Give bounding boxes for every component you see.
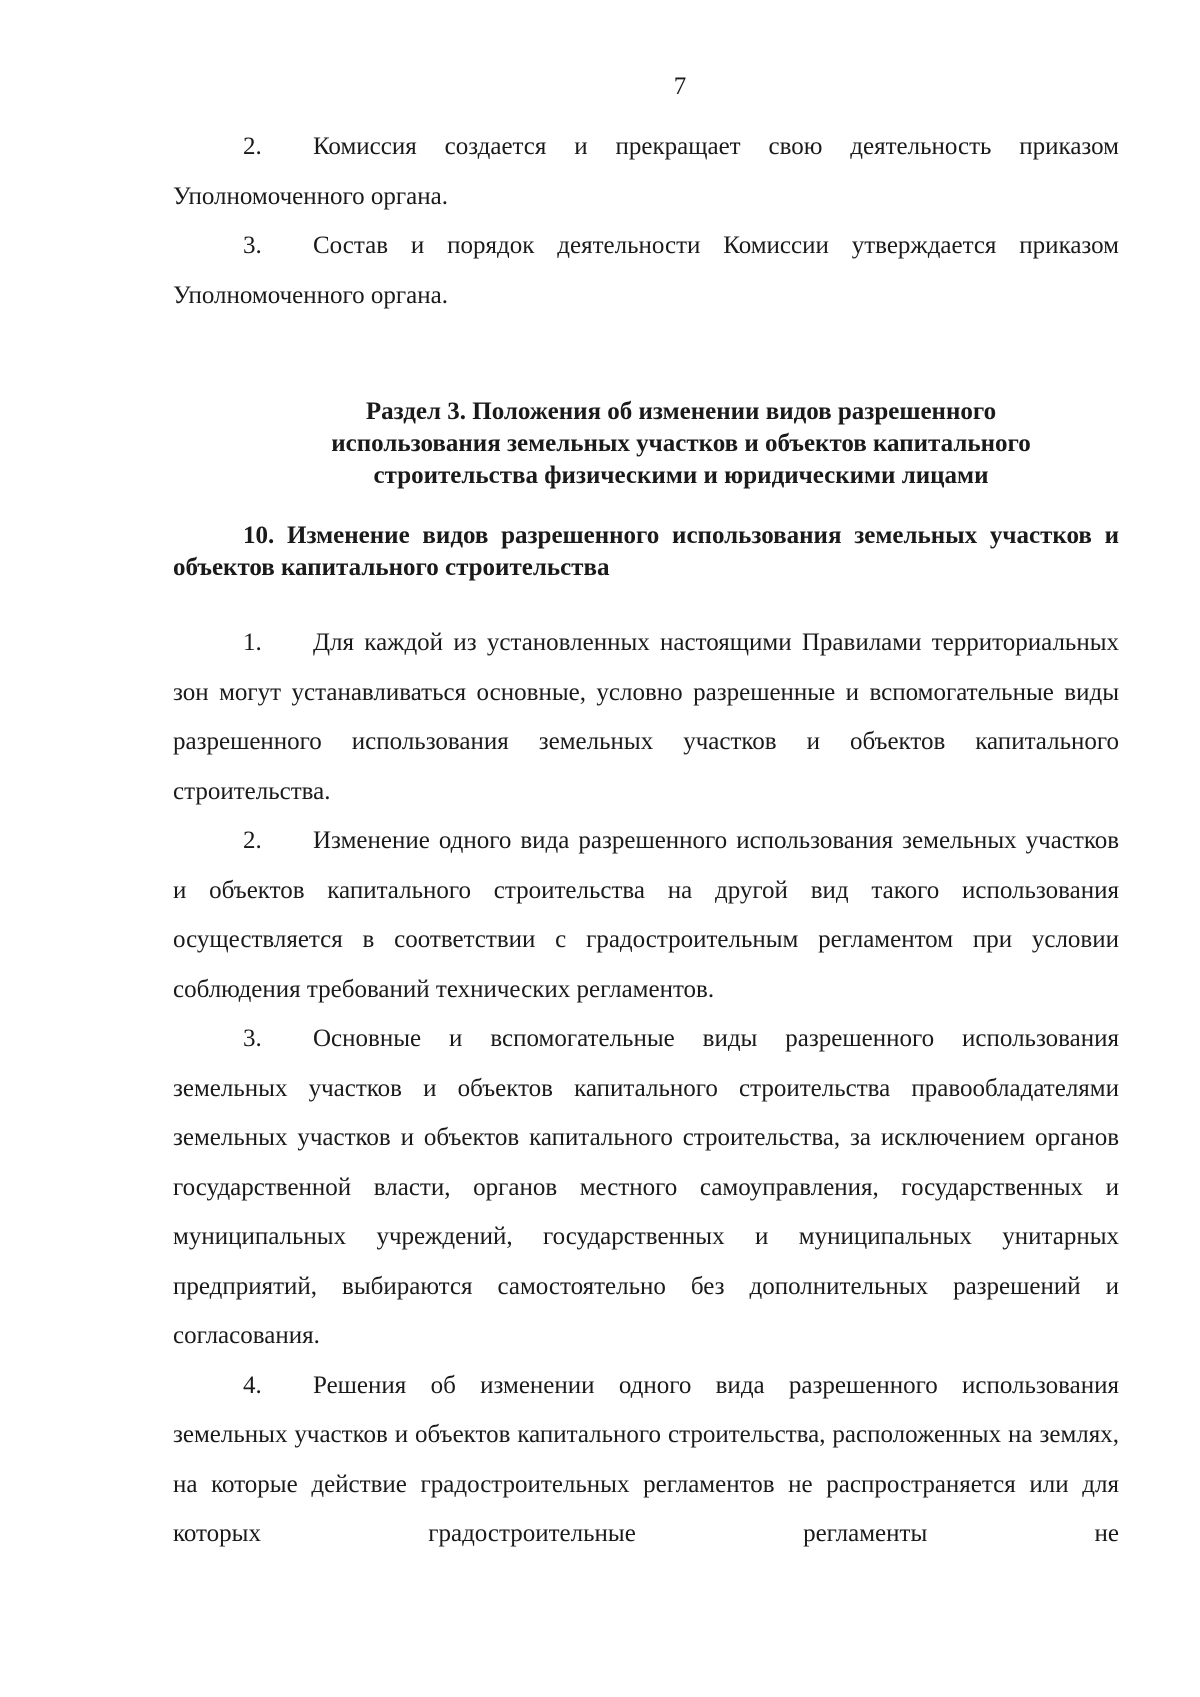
page-content	[173, 122, 1119, 1559]
item-text: Для каждой из установленных настоящими Правилами территориальных зон могут устанавливаться основные, условно разрешенные и вспомогательные виды разрешенного использования земельных участков и объектов капитального строительства.	[173, 629, 1119, 805]
item-text: Комиссия создается и прекращает свою деятельность приказом Уполномоченного органа.	[173, 133, 1119, 210]
item-number: 3.	[243, 232, 262, 259]
section-title-line: использования земельных участков и объектов капитального	[331, 430, 1031, 457]
intro-item	[173, 122, 1119, 221]
article-item	[173, 1014, 1119, 1361]
article-item	[173, 816, 1119, 1014]
article-item	[173, 618, 1119, 816]
item-number: 2.	[243, 133, 262, 160]
item-number: 4.	[243, 1371, 262, 1399]
section-title-line: Раздел 3. Положения об изменении видов разрешенного	[365, 398, 997, 425]
item-text: Основные и вспомогательные виды разрешенного использования земельных участков и объектов капитального строительства правообладателями земельных участков и объектов капитального строительства, за исключением органов государственной власти, органов местного самоуправления, государственных и муниципальных учреждений, государственных и муниципальных унитарных предприятий, выбираются самостоятельно без дополнительных разрешений и согласования.	[173, 1025, 1119, 1349]
article-item	[173, 1361, 1119, 1559]
item-text: Состав и порядок деятельности Комиссии утверждается приказом Уполномоченного органа.	[173, 232, 1119, 309]
intro-item	[173, 221, 1119, 320]
item-text: Решения об изменении одного вида разрешенного использования земельных участков и объектов капитального строительства, расположенных на землях, на которые действие градостроительных регламентов не распространяется или для которых градостроительные регламенты не	[173, 1371, 1119, 1547]
item-number: 2.	[243, 827, 262, 854]
page-number: 7	[673, 73, 687, 100]
item-number: 3.	[243, 1025, 262, 1052]
item-number: 1.	[243, 629, 262, 656]
section-title-line: строительства физическими и юридическими лицами	[373, 462, 989, 489]
article-title: 10. Изменение видов разрешенного использования земельных участков и объектов капитального строительства	[173, 522, 1119, 581]
item-text: Изменение одного вида разрешенного использования земельных участков и объектов капитального строительства на другой вид такого использования осуществляется в соответствии с градостроительным регламентом при условии соблюдения требований технических регламентов.	[173, 827, 1119, 1003]
section-title	[173, 396, 1119, 492]
